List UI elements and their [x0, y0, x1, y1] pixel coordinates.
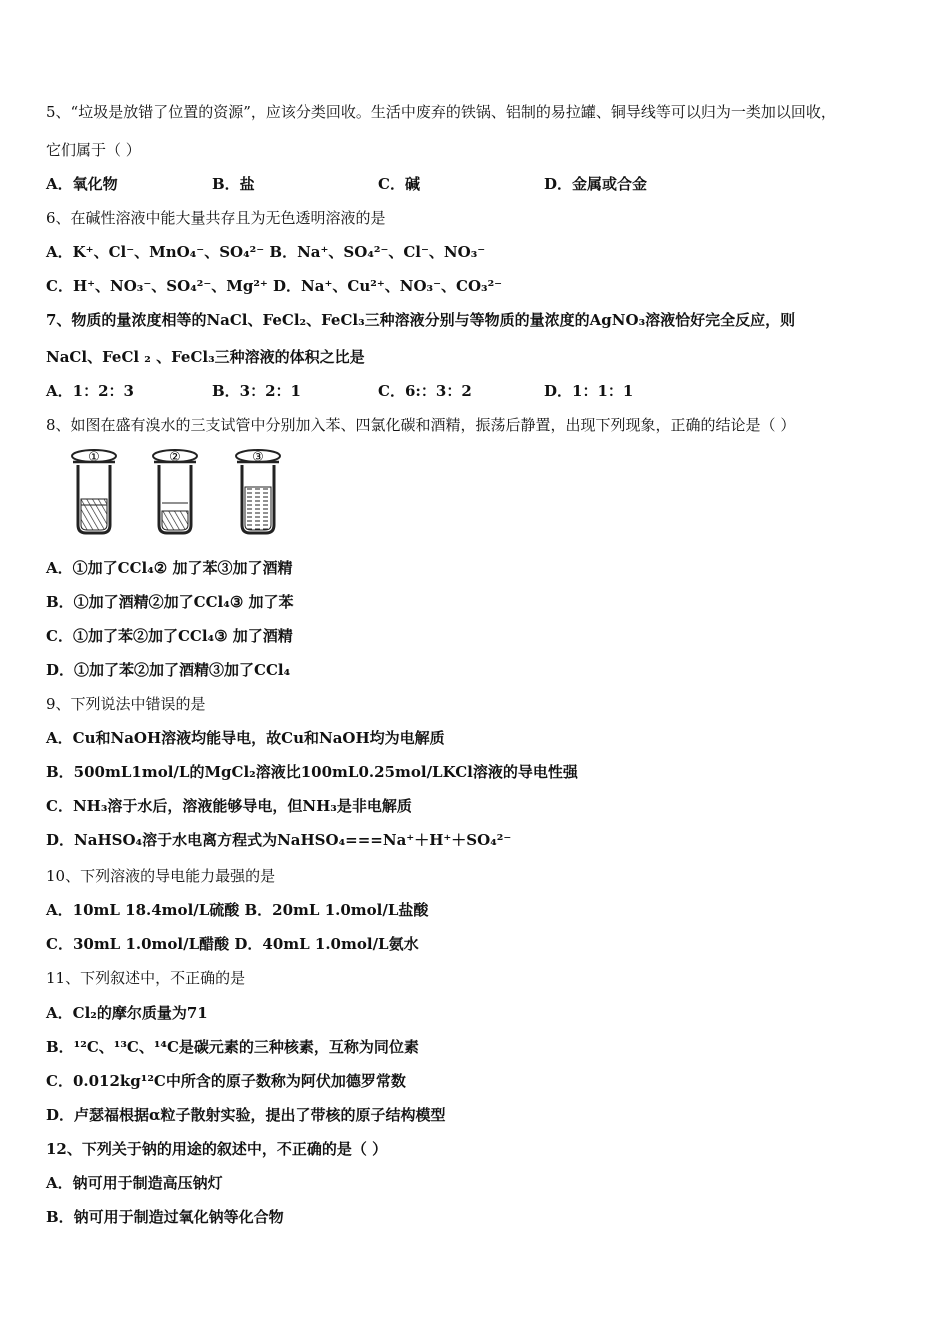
q7-options	[46, 381, 710, 401]
q6-options-cd: C．H⁺、NO₃⁻、SO₄²⁻、Mg²⁺ D．Na⁺、Cu²⁺、NO₃⁻、CO₃²⁻	[46, 277, 503, 295]
q9-option-a: A．Cu和NaOH溶液均能导电，故Cu和NaOH均为电解质	[46, 729, 445, 747]
q8-option-a: A．①加了CCl₄② 加了苯③加了酒精	[46, 559, 293, 577]
q9-option-b: B．500mL1mol/L的MgCl₂溶液比100mL0.25mol/LKCl溶液的导电性强	[46, 763, 578, 781]
q11-option-d: D．卢瑟福根据α粒子散射实验，提出了带核的原子结构模型	[46, 1106, 446, 1124]
q7-option-d: D．1：1：1	[544, 382, 634, 400]
q9-option-d: D．NaHSO₄溶于水电离方程式为NaHSO₄===Na⁺＋H⁺＋SO₄²⁻	[46, 831, 512, 849]
q5-stem-line2: 它们属于（ ）	[46, 141, 141, 159]
q7-option-b: B．3：2：1	[212, 382, 301, 400]
q9-option-c: C．NH₃溶于水后，溶液能够导电，但NH₃是非电解质	[46, 797, 412, 815]
q6-options-ab: A．K⁺、Cl⁻、MnO₄⁻、SO₄²⁻ B．Na⁺、SO₄²⁻、Cl⁻、NO₃⁻	[46, 243, 486, 261]
q12-stem: 12、下列关于钠的用途的叙述中，不正确的是（ ）	[46, 1140, 388, 1158]
q7-stem-line2: NaCl、FeCl ₂ 、FeCl₃三种溶液的体积之比是	[46, 348, 365, 366]
q5-option-b: B．盐	[212, 175, 255, 193]
q5-stem-line1: 5、“垃圾是放错了位置的资源”，应该分类回收。生活中废弃的铁锅、铝制的易拉罐、铜导线等可以归为一类加以回收，	[46, 103, 836, 121]
q7-option-a: A．1：2：3	[46, 382, 134, 400]
q10-stem: 10、下列溶液的导电能力最强的是	[46, 867, 276, 885]
q12-option-b: B．钠可用于制造过氧化钠等化合物	[46, 1208, 284, 1226]
test-tubes-figure	[62, 447, 322, 542]
q7-stem-line1: 7、物质的量浓度相等的NaCl、FeCl₂、FeCl₃三种溶液分别与等物质的量浓度的AgNO₃溶液恰好完全反应，则	[46, 311, 796, 329]
q10-options-ab: A．10mL 18.4mol/L硫酸 B．20mL 1.0mol/L盐酸	[46, 901, 429, 919]
q8-option-c: C．①加了苯②加了CCl₄③ 加了酒精	[46, 627, 293, 645]
q8-option-d: D．①加了苯②加了酒精③加了CCl₄	[46, 661, 291, 679]
q11-stem: 11、下列叙述中，不正确的是	[46, 969, 246, 987]
q9-stem: 9、下列说法中错误的是	[46, 695, 206, 713]
test-tube-1	[72, 450, 116, 533]
q7-option-c: C．6:：3：2	[378, 382, 472, 400]
q11-option-b: B．¹²C、¹³C、¹⁴C是碳元素的三种核素，互称为同位素	[46, 1038, 419, 1056]
q5-option-a: A．氧化物	[46, 175, 118, 193]
q11-option-c: C．0.012kg¹²C中所含的原子数称为阿伏加德罗常数	[46, 1072, 406, 1090]
q11-option-a: A．Cl₂的摩尔质量为71	[46, 1004, 208, 1022]
q5-option-d: D．金属或合金	[544, 175, 648, 193]
tube-3-label: ③	[252, 450, 264, 465]
q8-option-b: B．①加了酒精②加了CCl₄③ 加了苯	[46, 593, 294, 611]
q10-options-cd: C．30mL 1.0mol/L醋酸 D．40mL 1.0mol/L氨水	[46, 935, 419, 953]
tube-1-label: ①	[88, 450, 100, 465]
q5-options	[46, 174, 710, 194]
tube-2-label: ②	[169, 450, 181, 465]
q6-stem: 6、在碱性溶液中能大量共存且为无色透明溶液的是	[46, 209, 386, 227]
q8-stem: 8、如图在盛有溴水的三支试管中分别加入苯、四氯化碳和酒精，振荡后静置，出现下列现象，正确的结论是（ ）	[46, 416, 796, 434]
test-tube-3	[236, 450, 280, 533]
q12-option-a: A．钠可用于制造高压钠灯	[46, 1174, 223, 1192]
q5-option-c: C．碱	[378, 175, 420, 193]
test-tube-2	[153, 450, 197, 533]
